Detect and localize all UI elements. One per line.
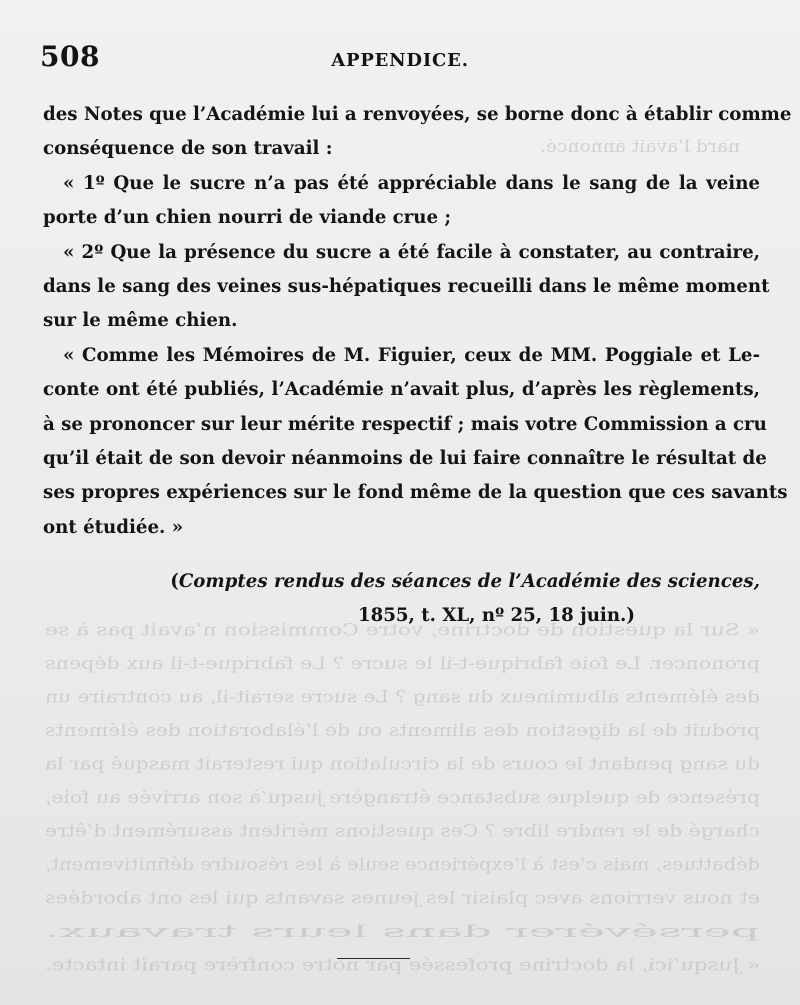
- page-number: 508: [40, 40, 100, 73]
- citation: [150, 565, 760, 633]
- bleed-through-line: « Sur la question de doctrine, votre Commission n’avait pas à se: [45, 620, 760, 641]
- citation-date: 1855, t. XL, nº 25, 18 juin.): [357, 605, 635, 626]
- bleed-through-line: chargé de le rendre libre ? Ces questions méritent assurément d’être: [44, 821, 760, 842]
- citation-journal-title: Comptes rendus des séances de l’Académie des sciences,: [178, 571, 760, 592]
- text-line: conte ont été publiés, l’Académie n’avait plus, d’après les règlements,: [43, 379, 760, 401]
- text-line: qu’il était de son devoir néanmoins de lui faire connaître le résultat de: [43, 448, 767, 470]
- bleed-through-line: présence de quelque substance étrangère jusqu’à son arrivée au foie,: [45, 788, 760, 808]
- text-line: « 1º Que le sucre n’a pas été appréciable dans le sang de la veine: [63, 172, 760, 194]
- section-rule: [337, 958, 410, 959]
- bleed-through-line: nard l’avait annoncé.: [540, 137, 740, 157]
- text-line: conséquence de son travail :: [43, 138, 333, 160]
- bleed-through-line: « Jusqu’ici, la doctrine professée par notre confrère paraît intacte.: [44, 955, 760, 976]
- text-line: « 2º Que la présence du sucre a été facile à constater, au contraire,: [63, 241, 760, 263]
- running-head: APPENDICE.: [331, 50, 469, 71]
- body-text: [43, 98, 792, 545]
- bleed-through-line: persévérer dans leurs travaux.: [45, 922, 760, 942]
- text-line: ses propres expériences sur le fond même de la question que ces savants: [43, 482, 788, 504]
- page-header: [40, 40, 760, 80]
- text-line: des Notes que l’Académie lui a renvoyées, se borne donc à établir comme: [43, 104, 792, 125]
- bleed-through-line: du sang pendant le cours de la circulation qui resterait masqué par la: [45, 754, 760, 775]
- bleed-through-line: prononcer. Le foie fabrique-t-il le sucre ? Le fabrique-t-il aux dépens: [44, 654, 760, 674]
- text-line: à se prononcer sur leur mérite respectif ; mais votre Commission a cru: [43, 413, 767, 435]
- text-line: dans le sang des veines sus-hépatiques recueilli dans le même moment: [43, 276, 770, 298]
- text-line: « Comme les Mémoires de M. Figuier, ceux de MM. Poggiale et Le-: [63, 344, 760, 366]
- text-line: sur le même chien.: [43, 310, 238, 332]
- bleed-through-line: produit de la digestion des aliments ou de l’élaboration des éléments: [45, 721, 760, 741]
- bleed-through-line: et nous verrions avec plaisir les jeunes savants qui les ont abordées: [45, 888, 760, 909]
- citation-open-paren: (: [170, 571, 179, 592]
- text-line: ont étudiée. »: [43, 516, 184, 538]
- bleed-through-line: débattues, mais c’est à l’expérience seule à les résoudre définitivement,: [45, 855, 760, 875]
- bleed-through-line: des éléments albumineux du sang ? Le sucre serait-il, au contraire un: [44, 687, 760, 708]
- text-line: porte d’un chien nourri de viande crue ;: [43, 207, 452, 229]
- citation-source: [150, 565, 760, 599]
